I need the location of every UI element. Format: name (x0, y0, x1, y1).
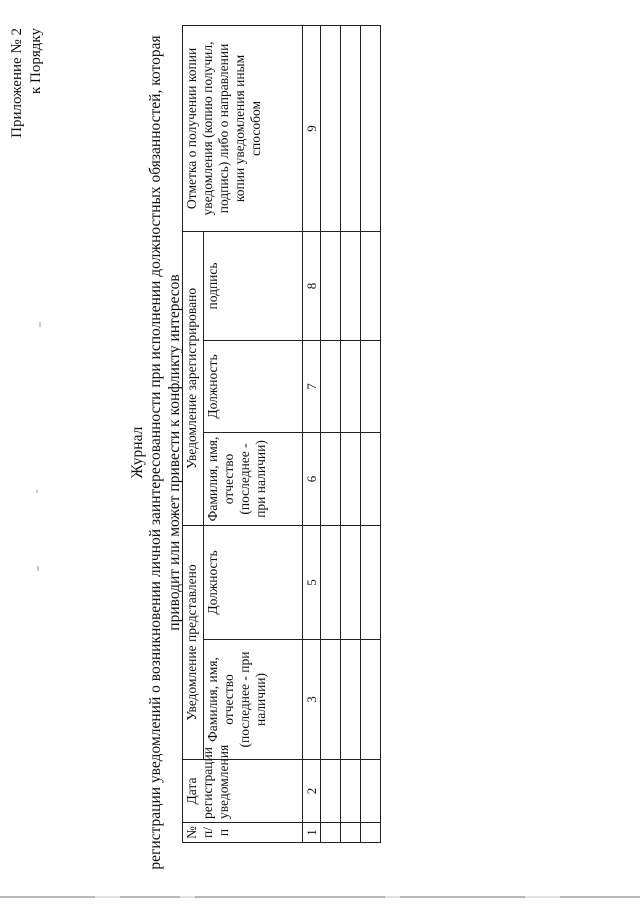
header-registration-date: Дата регистрации уведомления (183, 760, 303, 823)
header-submitter-position: Должность (204, 525, 303, 639)
header-copy-receipt-mark: Отметка о получении копии уведомления (копию получил, подпись) либо о направлении копии уведомления иным способом (183, 25, 303, 231)
scan-bottom-edge (0, 896, 640, 898)
scan-speck (37, 566, 39, 571)
header-submitter-full-name: Фамилия, имя, отчество (последнее - при наличии) (204, 640, 303, 760)
header-registrar-signature: подпись (204, 231, 303, 340)
document-subtitle-line2: приводит или может привести к конфликту интересов (166, 274, 183, 631)
annex-reference (8, 28, 46, 288)
header-registrar-full-name: Фамилия, имя, отчество (последнее - при наличии) (204, 432, 303, 525)
scan-speck (39, 322, 41, 327)
annex-number: Приложение № 2 (9, 28, 25, 138)
column-number-cell: 7 (303, 340, 321, 432)
column-number-cell: 2 (303, 760, 321, 823)
header-notification-submitted: Уведомление представлено (183, 525, 204, 759)
scan-speck (36, 490, 38, 493)
document-subtitle-line1: регистрации уведомлений о возникновении личной заинтересованности при исполнении должностных обязанностей, которая (147, 35, 164, 870)
column-number-cell: 8 (303, 231, 321, 340)
journal-table (182, 25, 381, 843)
table-row (361, 25, 381, 842)
column-number-cell: 6 (303, 432, 321, 525)
column-number-cell: 1 (303, 823, 321, 843)
annex-order: к Порядку (28, 28, 44, 94)
header-registrar-position: Должность (204, 340, 303, 432)
table-row (341, 25, 361, 842)
header-notification-registered: Уведомление зарегистрировано (183, 231, 204, 525)
header-number: № п/п (183, 823, 303, 843)
column-number-cell: 5 (303, 525, 321, 639)
column-number-cell: 3 (303, 640, 321, 760)
document-title: Журнал (129, 426, 146, 479)
column-number-cell: 9 (303, 25, 321, 231)
table-row (321, 25, 341, 842)
